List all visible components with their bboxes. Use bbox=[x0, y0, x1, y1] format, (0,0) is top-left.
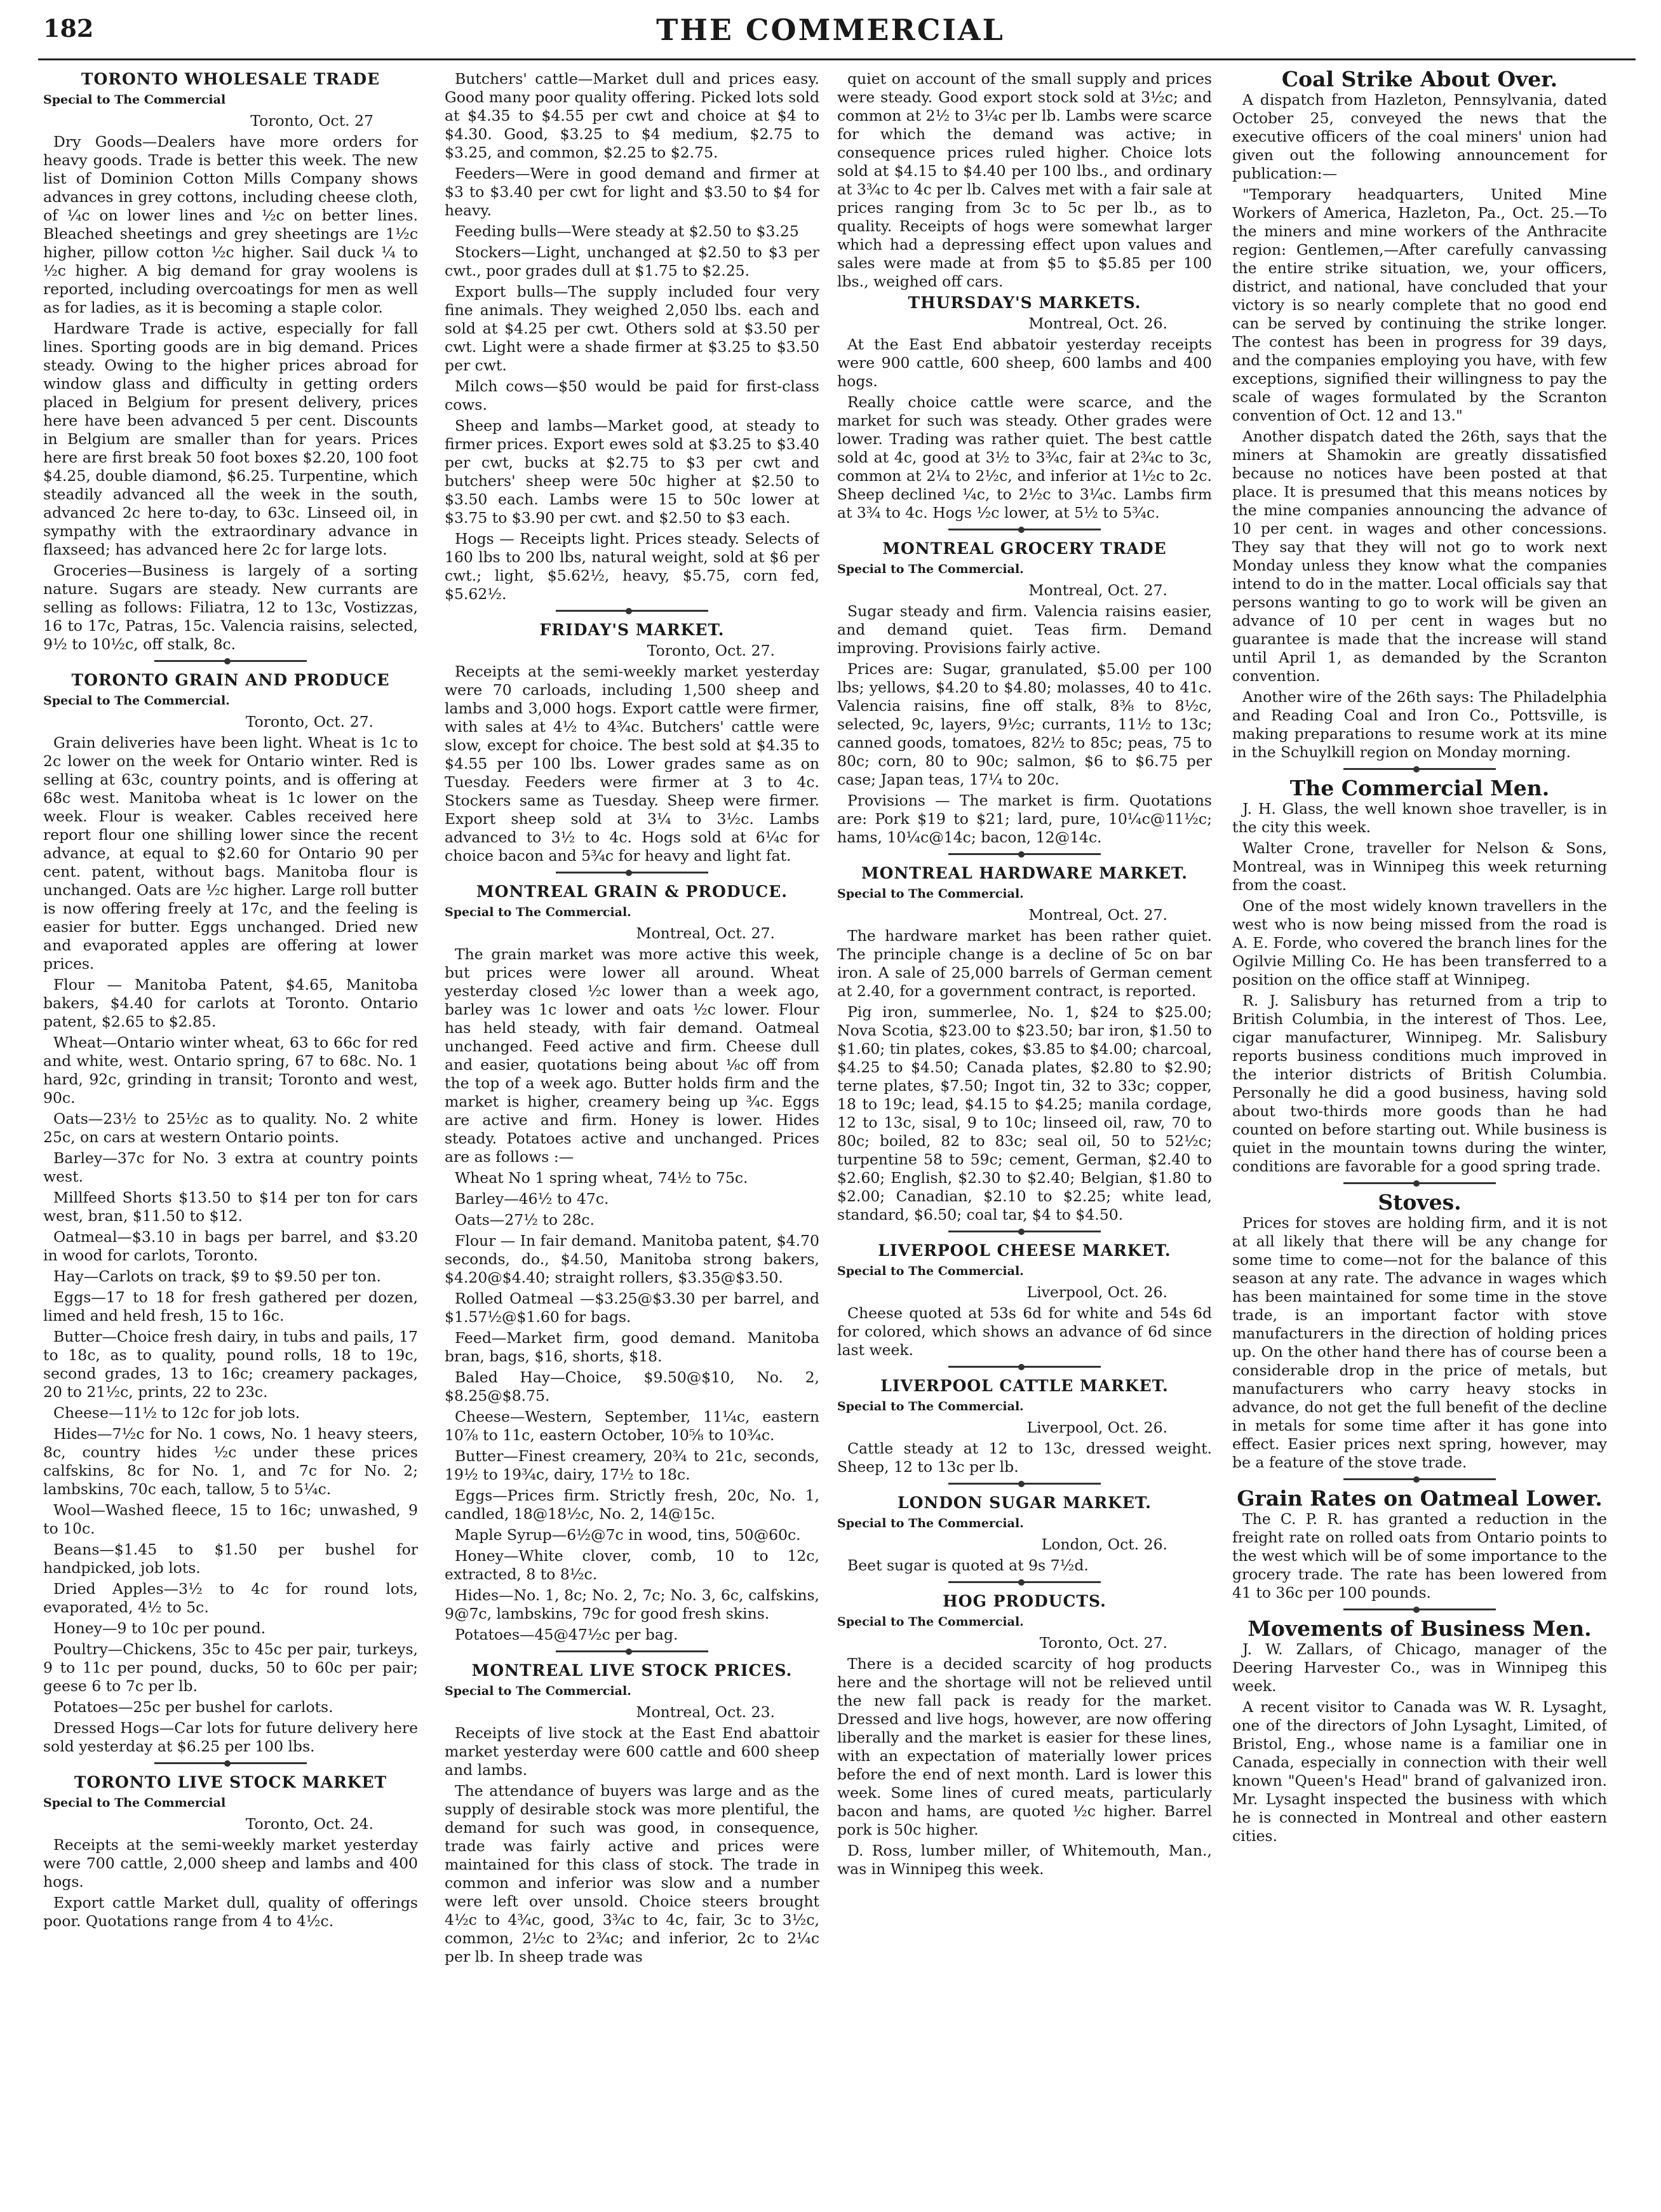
dateline: Toronto, Oct. 24. bbox=[245, 1815, 373, 1833]
dateline: Liverpool, Oct. 26. bbox=[1026, 1283, 1167, 1301]
source-line: Special to The Commercial. bbox=[837, 562, 1024, 576]
paragraph: The C. P. R. has granted a reduction in the freight rate on rolled oats from Ontario points to the west which will be of some importance to the grocery trade. The rate has been lowered from 41 to 36c per 100 pounds. bbox=[1232, 1510, 1607, 1602]
section-heading: Movements of Business Men. bbox=[1247, 1616, 1592, 1641]
paragraph: Beans—$1.45 to $1.50 per bushel for handpicked, job lots. bbox=[43, 1541, 418, 1577]
paragraph: R. J. Salisbury has returned from a trip to British Columbia, in the interest of Thos. Lee, cigar manufacturer, Winnipeg. Mr. Salisbury reports business conditions much improved in the interior districts of British Columbia. Personally he did a good business, having sold about two-thirds more goods than he had counted on before starting out. While business is quiet in the mountain towns during the winter, conditions are favorable for a good spring trade. bbox=[1232, 992, 1607, 1175]
paragraph: Honey—White clover, comb, 10 to 12c, extracted, 8 to 8½c. bbox=[445, 1547, 819, 1583]
page-number: 182 bbox=[43, 14, 94, 43]
paragraph: Hides—7½c for No. 1 cows, No. 1 heavy steers, 8c, country hides ½c under these prices calfskins, 8c for No. 1, and 7c for No. 2; lambskins, 70c each, tallow, 5 to 5¼c. bbox=[43, 1425, 418, 1498]
paragraph: One of the most widely known travellers in the west who is now being missed from the road is A. E. Forde, who covered the branch lines for the Ogilvie Milling Co. He has been transferred to a position on the office staff at Winnipeg. bbox=[1232, 897, 1607, 988]
section-heading: TORONTO WHOLESALE TRADE bbox=[81, 70, 380, 88]
paragraph: Grain deliveries have been light. Wheat is 1c to 2c lower on the week for Ontario winter. Red is selling at 63c, country points, and is offering at 68c west. Manitoba wheat is 1c lower on the week. Flour is weaker. Cables received here report flour one shilling lower since the recent advance, at equal to $2.60 for Ontario 90 per cent. patent, without bags. Manitoba flour is unchanged. Oats are ½c higher. Large roll butter is now offering freely at 17c, and the feeling is easier for butter. Eggs unchanged. Dried new and evaporated apples are offering at lower prices. bbox=[43, 734, 418, 973]
dateline: Liverpool, Oct. 26. bbox=[1026, 1419, 1167, 1436]
paragraph: Sugar steady and firm. Valencia raisins easier, and demand quiet. Teas firm. Demand improving. Provisions fairly active. bbox=[837, 602, 1212, 657]
paragraph: At the East End abbatoir yesterday receipts were 900 cattle, 600 sheep, 600 lambs and 400 hogs. bbox=[837, 335, 1212, 390]
paragraph: Cheese—11½ to 12c for job lots. bbox=[53, 1404, 300, 1422]
paragraph: Wheat No 1 spring wheat, 74½ to 75c. bbox=[455, 1169, 748, 1187]
section-heading: LONDON SUGAR MARKET. bbox=[897, 1494, 1152, 1512]
section-heading: Grain Rates on Oatmeal Lower. bbox=[1237, 1486, 1603, 1511]
section-heading: Stoves. bbox=[1378, 1190, 1462, 1215]
section-heading: The Commercial Men. bbox=[1289, 776, 1550, 800]
section-heading: MONTREAL HARDWARE MARKET. bbox=[861, 864, 1188, 882]
paragraph: Dry Goods—Dealers have more orders for heavy goods. Trade is better this week. The new list of Dominion Cotton Mills Company shows advances in grey cottons, including cheese cloth, of ¼c on lower lines and ½c on better lines. Bleached sheetings and grey sheetings are 1½c higher, pillow cotton ½c higher. Sail duck ¼ to ½c higher. A big demand for gray woolens is reported, including overcoatings for men as well as for ladies, as it is becoming a staple color. bbox=[43, 133, 418, 316]
column-3 bbox=[837, 70, 1212, 2198]
source-line: Special to The Commercial. bbox=[837, 1264, 1024, 1278]
paragraph: Butter—Finest creamery, 20¾ to 21c, seconds, 19½ to 19¾c, dairy, 17½ to 18c. bbox=[445, 1447, 819, 1483]
dateline: Toronto, Oct. 27 bbox=[250, 112, 373, 130]
source-line: Special to The Commercial. bbox=[837, 1615, 1024, 1629]
section-heading: MONTREAL GROCERY TRADE bbox=[882, 539, 1167, 558]
section-divider bbox=[948, 529, 1101, 533]
paragraph: Millfeed Shorts $13.50 to $14 per ton for cars west, bran, $11.50 to $12. bbox=[43, 1189, 418, 1225]
paragraph: Baled Hay—Choice, $9.50@$10, No. 2, $8.25@$8.75. bbox=[445, 1368, 819, 1405]
paragraph: Oatmeal—$3.10 in bags per barrel, and $3.20 in wood for carlots, Toronto. bbox=[43, 1228, 418, 1264]
source-line: Special to The Commercial. bbox=[837, 1399, 1024, 1413]
section-heading: LIVERPOOL CATTLE MARKET. bbox=[880, 1377, 1169, 1395]
paragraph: Eggs—Prices firm. Strictly fresh, 20c, No. 1, candled, 18@18½c, No. 2, 14@15c. bbox=[445, 1487, 819, 1523]
section-divider bbox=[948, 1366, 1101, 1370]
paragraph: Receipts at the semi-weekly market yesterday were 70 carloads, including 1,500 sheep and lambs and 3,000 hogs. Export cattle were firmer, with sales at 4½ to 4¾c. Butchers' cattle were slow, except for choice. The best sold at $4.35 to $4.55 per 100 lbs. Lower grades same as on Tuesday. Feeders were firmer at 3 to 4c. Stockers same as Tuesday. Sheep were firmer. Export sheep sold at 3¼ to 3½c. Lambs advanced to 3½ to 4c. Hogs sold at 6¼c for choice bacon and 5¾c for heavy and light fat. bbox=[445, 663, 819, 865]
paragraph: Hogs — Receipts light. Prices steady. Selects of 160 lbs to 200 lbs, natural weight, sold at $6 per cwt.; light, $5.62½, heavy, $5.75, corn fed, $5.62½. bbox=[445, 530, 819, 603]
section-heading: Coal Strike About Over. bbox=[1281, 70, 1558, 91]
paragraph: Sheep and lambs—Market good, at steady to firmer prices. Export ewes sold at $3.25 to $3.40 per cwt, bucks at $2.75 to $3 per cwt and butchers' sheep were 50c higher at $2.50 to $3.50 each. Lambs were 15 to 50c lower at $3.75 to $3.90 per cwt. and $2.50 to $3 each. bbox=[445, 417, 819, 527]
paragraph: Cheese quoted at 53s 6d for white and 54s 6d for colored, which shows an advance of 6d since last week. bbox=[837, 1304, 1212, 1359]
paragraph: J. H. Glass, the well known shoe traveller, is in the city this week. bbox=[1232, 800, 1607, 836]
paragraph: A recent visitor to Canada was W. R. Lysaght, one of the directors of John Lysaght, Limited, of Bristol, Eng., whose name is a familiar one in Canada, especially in connection with their well known "Queen's Head" brand of galvanized iron. Mr. Lysaght inspected the business with which he is connected in Montreal and other eastern cities. bbox=[1232, 1698, 1607, 1845]
dateline: Toronto, Oct. 27. bbox=[1039, 1634, 1167, 1652]
source-line: Special to The Commercial bbox=[43, 93, 226, 107]
paragraph: Oats—27½ to 28c. bbox=[455, 1211, 595, 1229]
paragraph: Another dispatch dated the 26th, says that the miners at Shamokin are greatly dissatisfied because no notices have been posted at that place. It is presumed that this means notices by the mine companies announcing the advance of 10 per cent. in wages and other concessions. They say that they will not go to work next Monday unless they know what the companies intend to do in the matter. Local officials say that persons wanting to go to work will be given an advance of 10 per cent in wages but no guarantee is made that the increase will stand until April 1, as demanded by the Scranton convention. bbox=[1232, 428, 1607, 685]
paragraph: Feeders—Were in good demand and firmer at $3 to $3.40 per cwt for light and $3.50 to $4 for heavy. bbox=[445, 165, 819, 219]
dateline: Toronto, Oct. 27. bbox=[245, 713, 373, 731]
paragraph: Oats—23½ to 25½c as to quality. No. 2 white 25c, on cars at western Ontario points. bbox=[43, 1110, 418, 1146]
dateline: Montreal, Oct. 26. bbox=[1028, 314, 1167, 332]
paragraph: Maple Syrup—6½@7c in wood, tins, 50@60c. bbox=[455, 1526, 801, 1544]
paragraph: Hides—No. 1, 8c; No. 2, 7c; No. 3, 6c, calfskins, 9@7c, lambskins, 79c for good fresh skins. bbox=[445, 1586, 819, 1622]
paragraph: Receipts at the semi-weekly market yesterday were 700 cattle, 2,000 sheep and lambs and 400 hogs. bbox=[43, 1836, 418, 1891]
source-line: Special to The Commercial. bbox=[43, 694, 230, 708]
paragraph: Potatoes—45@47½c per bag. bbox=[455, 1626, 678, 1643]
section-divider bbox=[1343, 768, 1496, 772]
dateline: Montreal, Oct. 27. bbox=[1028, 581, 1167, 599]
column-1 bbox=[43, 70, 418, 2198]
section-divider bbox=[556, 1650, 708, 1655]
paragraph: Cheese—Western, September, 11¼c, eastern 10⅞ to 11c, eastern October, 10⅝ to 10¾c. bbox=[445, 1408, 819, 1444]
paragraph: Prices are: Sugar, granulated, $5.00 per 100 lbs; yellows, $4.20 to $4.80; molasses, 40 to 41c. Valencia raisins, fine off stalk, 8⅜ to 8½c, selected, 9c, layers, 9½c; currants, 11½ to 13c; canned goods, tomatoes, 82½ to 85c; peas, 75 to 80c; corn, 80 to 90c; salmon, $6 to $6.75 per case; Japan teas, 17¼ to 20c. bbox=[837, 660, 1212, 788]
dateline: Montreal, Oct. 23. bbox=[636, 1703, 775, 1721]
dateline: Montreal, Oct. 27. bbox=[636, 924, 775, 942]
paragraph: There is a decided scarcity of hog products here and the shortage will not be relieved until the new fall pack is ready for the market. Dressed and live hogs, however, are now offering liberally and the market is easier for these lines, with an expectation of materially lower prices before the end of next month. Lard is lower this week. Some lines of cured meats, particularly bacon and hams, are quoted ½c higher. Barrel pork is 50c higher. bbox=[837, 1655, 1212, 1838]
paragraph: Hardware Trade is active, especially for fall lines. Sporting goods are in big demand. Prices steady. Owing to the higher prices abroad for window glass and difficulty in getting orders placed in Belgium for present delivery, prices here have been advanced 5 per cent. Discounts in Belgium are smaller than for years. Prices here are first break 50 foot boxes $2.20, 100 foot $4.25, double diamond, $6.25. Turpentine, which steadily advanced all the week in the south, advanced 2c here to-day, to 63c. Linseed oil, in sympathy with the extraordinary advance in flaxseed; has advanced here 2c for large lots. bbox=[43, 320, 418, 558]
paragraph: Hay—Carlots on track, $9 to $9.50 per ton. bbox=[53, 1267, 381, 1285]
paragraph: Receipts of live stock at the East End abattoir market yesterday were 600 cattle and 600 sheep and lambs. bbox=[445, 1724, 819, 1779]
paragraph: Poultry—Chickens, 35c to 45c per pair, turkeys, 9 to 11c per pound, ducks, 50 to 60c per pair; geese 6 to 7c per lb. bbox=[43, 1640, 418, 1695]
section-divider bbox=[1343, 1478, 1496, 1483]
paragraph: Flour — In fair demand. Manitoba patent, $4.70 seconds, do., $4.50, Manitoba strong bakers, $4.20@$4.40; straight rollers, $3.35@$3.50. bbox=[445, 1232, 819, 1286]
paragraph: Another wire of the 26th says: The Philadelphia and Reading Coal and Iron Co., Pottsville, is making preparations to resume work at its mine in the Schuylkill region on Monday morning. bbox=[1232, 688, 1607, 761]
paragraph: Butchers' cattle—Market dull and prices easy. Good many poor quality offering. Picked lots sold at $4.35 to $4.55 per cwt and choice at $4 to $4.30. Good, $3.25 to $4 medium, $2.75 to $3.25, and common, $2.25 to $2.75. bbox=[445, 70, 819, 161]
paragraph: Stockers—Light, unchanged at $2.50 to $3 per cwt., poor grades dull at $1.75 to $2.25. bbox=[445, 243, 819, 280]
paragraph: Prices for stoves are holding firm, and it is not at all likely that there will be any change for some time to come—not for the balance of this season at any rate. The advance in wages which has been maintained for some time in the stove trade, is an important factor with stove manufacturers in the direction of holding prices up. On the other hand there has of course been a considerable drop in the price of metals, but manufacturers who carry heavy stocks in advance, do not get the full benefit of the decline in metals for some time after it has gone into effect. Easier prices next spring, however, may be a feature of the stove trade. bbox=[1232, 1214, 1607, 1471]
dateline: Montreal, Oct. 27. bbox=[1028, 906, 1167, 924]
section-divider bbox=[556, 872, 708, 876]
section-divider bbox=[154, 660, 307, 664]
paragraph: Dried Apples—3½ to 4c for round lots, evaporated, 4½ to 5c. bbox=[43, 1580, 418, 1616]
section-divider bbox=[948, 1483, 1101, 1487]
section-divider bbox=[154, 1762, 307, 1767]
paragraph: Feed—Market firm, good demand. Manitoba bran, bags, $16, shorts, $18. bbox=[445, 1329, 819, 1365]
section-divider bbox=[948, 1581, 1101, 1586]
paragraph: Eggs—17 to 18 for fresh gathered per dozen, limed and held fresh, 15 to 16c. bbox=[43, 1288, 418, 1325]
source-line: Special to The Commercial. bbox=[445, 1684, 631, 1698]
section-heading: FRIDAY'S MARKET. bbox=[539, 621, 725, 639]
column-4 bbox=[1232, 70, 1607, 2198]
paragraph: Wheat—Ontario winter wheat, 63 to 66c for red and white, west. Ontario spring, 67 to 68c. No. 1 hard, 92c, grinding in transit; Toronto and west, 90c. bbox=[43, 1034, 418, 1107]
section-heading: MONTREAL GRAIN & PRODUCE. bbox=[476, 882, 788, 901]
source-line: Special to The Commercial. bbox=[445, 905, 631, 919]
section-divider bbox=[1343, 1182, 1496, 1187]
paragraph: The hardware market has been rather quiet. The principle change is a decline of 5c on bar iron. A sale of 25,000 barrels of German cement at 2.40, for a government contract, is reported. bbox=[837, 927, 1212, 1000]
paragraph: Beet sugar is quoted at 9s 7½d. bbox=[847, 1556, 1089, 1574]
section-heading: MONTREAL LIVE STOCK PRICES. bbox=[471, 1661, 793, 1680]
page-title: THE COMMERCIAL bbox=[656, 13, 1005, 47]
paragraph: Provisions — The market is firm. Quotations are: Pork $19 to $21; lard, pure, 10¼c@11½c; hams, 10¼c@14c; bacon, 12@14c. bbox=[837, 792, 1212, 846]
section-divider bbox=[556, 610, 708, 614]
paragraph: Export cattle Market dull, quality of offerings poor. Quotations range from 4 to 4½c. bbox=[43, 1894, 418, 1930]
paragraph: Rolled Oatmeal —$3.25@$3.30 per barrel, and $1.57½@$1.60 for bags. bbox=[445, 1290, 819, 1326]
paragraph: J. W. Zallars, of Chicago, manager of the Deering Harvester Co., was in Winnipeg this week. bbox=[1232, 1640, 1607, 1695]
section-heading: TORONTO GRAIN AND PRODUCE bbox=[71, 671, 390, 689]
section-heading: THURSDAY'S MARKETS. bbox=[908, 293, 1141, 312]
paragraph: Pig iron, summerlee, No. 1, $24 to $25.00; Nova Scotia, $23.00 to $23.50; bar iron, $1.50 to $1.60; tin plates, cokes, $3.85 to $4.00; charcoal, $4.25 to $4.50; Canada plates, $2.80 to $2.90; terne plates, $7.50; Ingot tin, 32 to 33c; copper, 18 to 19c; lead, $4.15 to $4.25; manila cordage, 12 to 13c, sisal, 9 to 10c; linseed oil, raw, 70 to 80c; boiled, 82 to 83c; seal oil, 50 to 52½c; turpentine 58 to 59c; cement, German, $2.40 to $2.60; English, $2.30 to $2.40; Belgian, $1.80 to $2.00; Canadian, $2.10 to $2.25; white lead, standard, $6.50; coal tar, $4 to $4.50. bbox=[837, 1003, 1212, 1224]
paragraph: Cattle steady at 12 to 13c, dressed weight. Sheep, 12 to 13c per lb. bbox=[837, 1440, 1212, 1476]
paragraph: D. Ross, lumber miller, of Whitemouth, Man., was in Winnipeg this week. bbox=[837, 1842, 1212, 1878]
paragraph: The grain market was more active this week, but prices were lower all around. Wheat yesterday closed ½c lower than a week ago, barley was 1c lower and oats ½c lower. Flour has held steady, with fair demand. Oatmeal unchanged. Feed active and firm. Cheese dull and easier, quotations being about ⅛c off from the top of a week ago. Butter holds firm and the market is higher, creamery being up ¾c. Eggs are active and firm. Honey is lower. Hides steady. Potatoes active and unchanged. Prices are as follows :— bbox=[445, 945, 819, 1166]
source-line: Special to The Commercial. bbox=[837, 1516, 1024, 1530]
paragraph: Feeding bulls—Were steady at $2.50 to $3.25 bbox=[455, 222, 799, 240]
section-divider bbox=[948, 1231, 1101, 1235]
paragraph: Milch cows—$50 would be paid for first-class cows. bbox=[445, 377, 819, 414]
paragraph: A dispatch from Hazleton, Pennsylvania, dated October 25, conveyed the news that the executive officers of the coal miners' union had given out the following announcement for publication:— bbox=[1232, 91, 1607, 182]
paragraph: "Temporary headquarters, United Mine Workers of America, Hazleton, Pa., Oct. 25.—To the miners and mine workers of the Anthracite region: Gentlemen,—After carefully canvassing the entire strike situation, we, your officers, district, and national, have concluded that your victory is so nearly complete that no good end can be served by continuing the strike longer. The contest has been in progress for 39 days, and the companies employing you have, with few exceptions, signified their willingness to pay the scale of wages formulated by the Scranton convention of Oct. 12 and 13." bbox=[1232, 185, 1607, 424]
paragraph: The attendance of buyers was large and as the supply of desirable stock was more plentiful, the demand for such was good, in consequence, trade was fairly active and prices were maintained for this class of stock. The trade in common and inferior was slow and a number were left over unsold. Choice steers brought 4½c to 4¾c, good, 3¾c to 4c, fair, 3c to 3½c, common, 2½c to 2¾c; and inferior, 2c to 2¼c per lb. In sheep trade was bbox=[445, 1782, 819, 1966]
section-divider bbox=[948, 853, 1101, 858]
paragraph: Walter Crone, traveller for Nelson & Sons, Montreal, was in Winnipeg this week returning from the coast. bbox=[1232, 839, 1607, 894]
paragraph: Barley—37c for No. 3 extra at country points west. bbox=[43, 1149, 418, 1185]
section-heading: TORONTO LIVE STOCK MARKET bbox=[74, 1773, 387, 1791]
paragraph: Dressed Hogs—Car lots for future delivery here sold yesterday at $6.25 per 100 lbs. bbox=[43, 1719, 418, 1755]
paragraph: Butter—Choice fresh dairy, in tubs and pails, 17 to 18c, as to quality, pound rolls, 18 to 19c, second grades, 13 to 16c; creamery packages, 20 to 21½c, prints, 22 to 23c. bbox=[43, 1328, 418, 1401]
section-heading: HOG PRODUCTS. bbox=[943, 1592, 1106, 1610]
paragraph: Barley—46½ to 47c. bbox=[455, 1190, 609, 1208]
source-line: Special to The Commercial. bbox=[837, 887, 1024, 901]
paragraph: Flour — Manitoba Patent, $4.65, Manitoba bakers, $4.40 for carlots at Toronto. Ontario patent, $2.65 to $2.85. bbox=[43, 976, 418, 1030]
column-2 bbox=[445, 70, 819, 2198]
section-divider bbox=[1343, 1608, 1496, 1613]
paragraph: Really choice cattle were scarce, and the market for such was steady. Other grades were lower. Trading was rather quiet. The best cattle sold at 4c, good at 3½ to 3¾c, fair at 2¾c to 3c, common at 2¼ to 2½c, and inferior at 1½c to 2c. Sheep declined ¼c, to 2½c to 3¼c. Lambs firm at 3¾ to 4c. Hogs ½c lower, at 5½ to 5¾c. bbox=[837, 393, 1212, 522]
paragraph: quiet on account of the small supply and prices were steady. Good export stock sold at 3½c; and common at 2½ to 3¼c per lb. Lambs were scarce for which the demand was active; in consequence prices ruled higher. Choice lots sold at $4.15 to $4.40 per 100 lbs., and ordinary at 3¾c to 4c per lb. Calves met with a fair sale at prices ranging from 3c to 5c per lb., as to quality. Receipts of hogs were somewhat larger which had a depressing effect upon values and sales were made at from $5 to $5.85 per 100 lbs., weighed off cars. bbox=[837, 70, 1212, 290]
header-rule bbox=[38, 58, 1636, 60]
dateline: London, Oct. 26. bbox=[1041, 1535, 1167, 1553]
section-heading: LIVERPOOL CHEESE MARKET. bbox=[878, 1241, 1171, 1260]
paragraph: Potatoes—25c per bushel for carlots. bbox=[53, 1698, 333, 1716]
source-line: Special to The Commercial bbox=[43, 1796, 226, 1810]
paragraph: Groceries—Business is largely of a sorting nature. Sugars are steady. New currants are selling as follows: Filiatra, 12 to 13c, Vostizzas, 16 to 17c, Patras, 15c. Valencia raisins, selected, 9½ to 10½c, off stalk, 8c. bbox=[43, 562, 418, 653]
dateline: Toronto, Oct. 27. bbox=[647, 642, 775, 659]
paragraph: Honey—9 to 10c per pound. bbox=[53, 1619, 266, 1637]
paragraph: Export bulls—The supply included four very fine animals. They weighed 2,050 lbs. each and sold at $4.25 per cwt. Others sold at $3.50 per cwt. Light were a shade firmer at $3.25 to $3.50 per cwt. bbox=[445, 283, 819, 374]
paragraph: Wool—Washed fleece, 15 to 16c; unwashed, 9 to 10c. bbox=[43, 1501, 418, 1537]
